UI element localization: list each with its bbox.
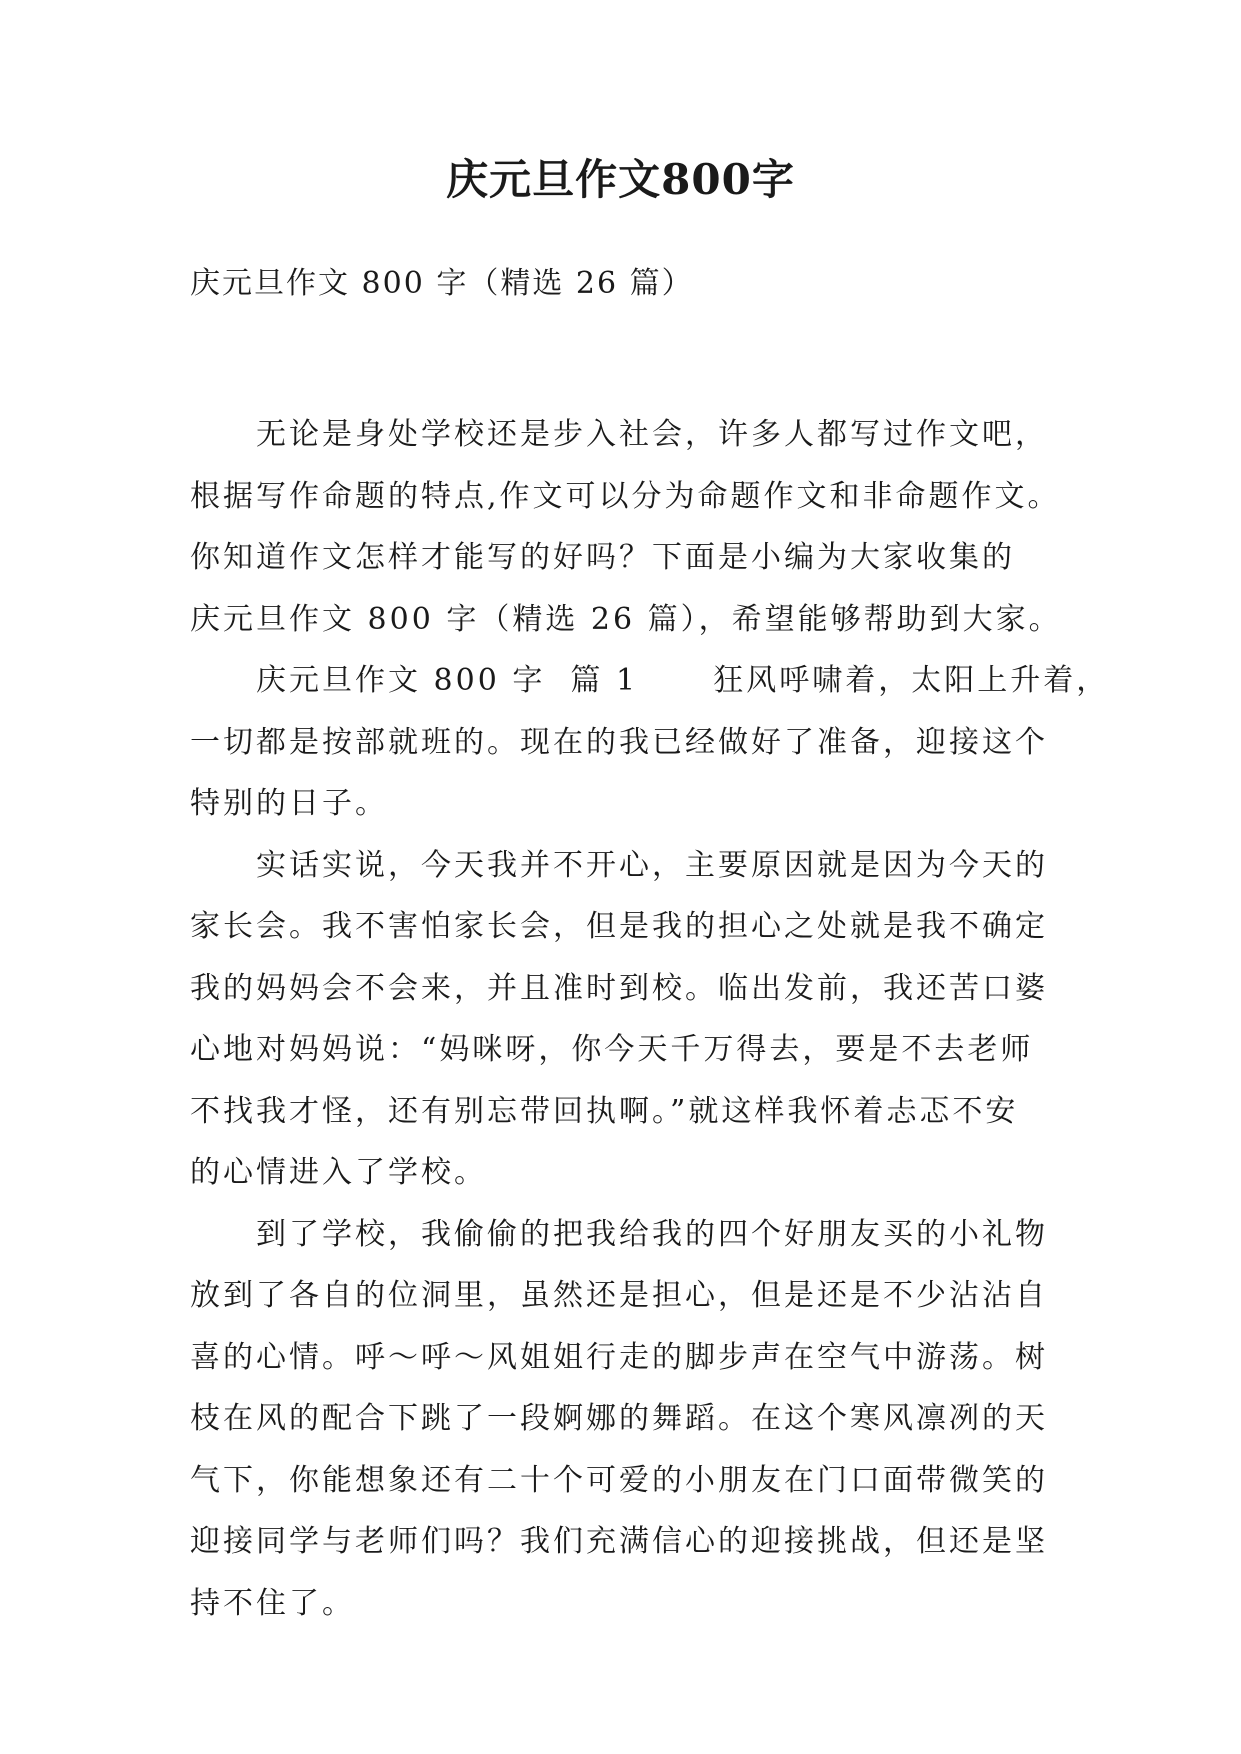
text-line: 根据写作命题的特点,作文可以分为命题作文和非命题作文。	[190, 478, 1061, 514]
text-line: 的心情进入了学校。	[190, 1155, 487, 1190]
text-line: 不找我才怪，还有别忘带回执啊。”就这样我怀着忐忑不安	[190, 1093, 1019, 1129]
text-line: 我的妈妈会不会来，并且准时到校。临出发前，我还苦口婆	[190, 970, 1048, 1006]
text-line: 实话实说，今天我并不开心，主要原因就是因为今天的	[256, 847, 1048, 883]
text-line: 特别的日子。	[190, 786, 388, 821]
text-line: 持不住了。	[190, 1585, 355, 1621]
text-line: 一切都是按部就班的。现在的我已经做好了准备，迎接这个	[190, 724, 1048, 760]
text-line: 枝在风的配合下跳了一段婀娜的舞蹈。在这个寒风凛冽的天	[190, 1401, 1048, 1436]
text-line: 庆元旦作文 800 字（精选 26 篇），希望能够帮助到大家。	[190, 601, 1062, 637]
paragraph-intro	[190, 404, 1070, 650]
text-line: 到了学校，我偷偷的把我给我的四个好朋友买的小礼物	[256, 1216, 1048, 1252]
paragraph-parents-meeting	[190, 835, 1070, 1204]
text-line: 家长会。我不害怕家长会，但是我的担心之处就是我不确定	[190, 909, 1048, 944]
text-line: 无论是身处学校还是步入社会，许多人都写过作文吧，	[256, 417, 1048, 452]
document-title: 庆元旦作文800字	[446, 155, 795, 204]
text-line: 喜的心情。呼～呼～风姐姐行走的脚步声在空气中游荡。树	[190, 1339, 1048, 1375]
text-line: 你知道作文怎样才能写的好吗？下面是小编为大家收集的	[190, 540, 1015, 575]
text-line: 心地对妈妈说：“妈咪呀，你今天千万得去，要是不去老师	[190, 1032, 1034, 1067]
text-line: 气下，你能想象还有二十个可爱的小朋友在门口面带微笑的	[190, 1462, 1048, 1498]
text-line: 迎接同学与老师们吗？我们充满信心的迎接挑战，但还是坚	[190, 1524, 1048, 1559]
paragraph-essay-1-opening	[190, 650, 1110, 835]
document-body	[190, 404, 1110, 1634]
paragraph-at-school	[190, 1204, 1070, 1635]
document-subtitle: 庆元旦作文 800 字（精选 26 篇）	[190, 266, 694, 301]
text-line: 庆元旦作文 800 字 篇 1 狂风呼啸着，太阳上升着，	[256, 663, 1110, 698]
text-line: 放到了各自的位洞里，虽然还是担心，但是还是不少沾沾自	[190, 1278, 1048, 1313]
